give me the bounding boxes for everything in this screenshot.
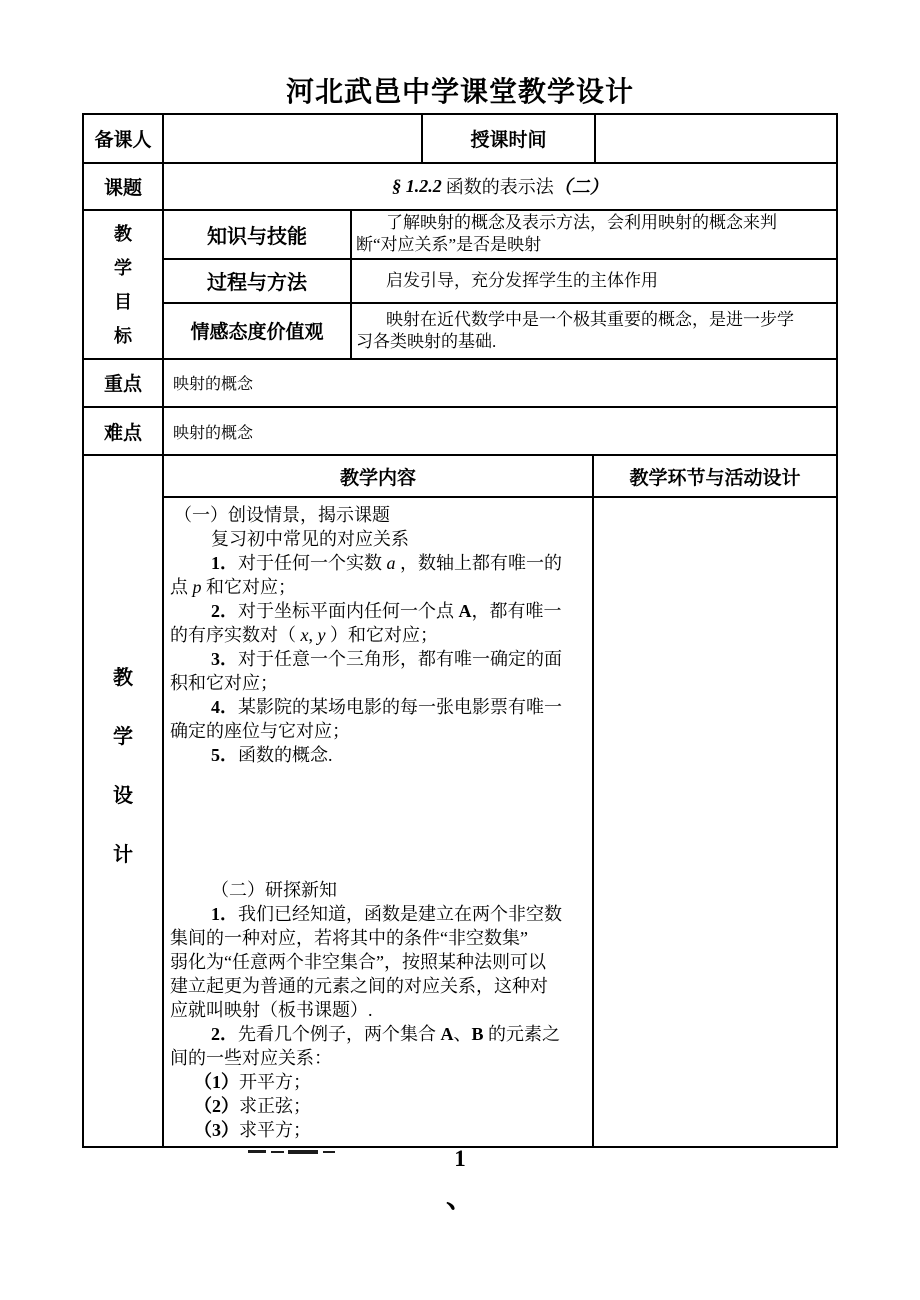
preparer-value-cell	[164, 115, 423, 162]
row-teaching-design	[84, 456, 836, 1146]
topic-course-title: 函数的表示法	[445, 177, 554, 198]
content-line: （一）创设情景，揭示课题	[174, 505, 390, 526]
content-line: 点 p 和它对应；	[170, 577, 296, 598]
preparer-label: 备课人	[84, 115, 164, 162]
content-line: 2．先看几个例子，两个集合 A、B 的元素之	[211, 1024, 561, 1045]
teaching-design-label-cell	[84, 456, 164, 1146]
teaching-goals-rows	[164, 211, 836, 358]
knowledge-skills-content: 了解映射的概念及表示方法，会利用映射的概念来判断“对应关系”是否是映射	[356, 213, 777, 255]
topic-label: 课题	[84, 164, 164, 209]
footer-comma-mark: 、	[445, 1183, 474, 1214]
teaching-content-cell	[164, 498, 594, 1146]
content-line: 2．对于坐标平面内任何一个点 A，都有唯一	[211, 601, 562, 622]
content-line: 复习初中常见的对应关系	[211, 529, 409, 550]
teaching-content-header: 教学内容	[164, 456, 594, 496]
design-content-row	[164, 498, 836, 1146]
content-line: 应就叫映射（板书课题）.	[170, 1000, 373, 1021]
emotion-attitude-label: 情感态度价值观	[164, 304, 352, 358]
content-line: 5．函数的概念.	[211, 745, 333, 766]
row-teaching-goals	[84, 211, 836, 360]
key-point-content: 映射的概念	[173, 376, 254, 394]
content-line: 建立起更为普通的元素之间的对应关系，这种对	[170, 976, 548, 997]
content-line: 4．某影院的某场电影的每一张电影票有唯一	[211, 697, 562, 718]
goal-row-knowledge	[164, 211, 836, 260]
content-line: 间的一些对应关系：	[170, 1048, 332, 1069]
topic-course-suffix: （二）	[553, 177, 608, 198]
row-preparer	[84, 115, 836, 164]
lesson-plan-table	[82, 113, 838, 1148]
activity-design-header: 教学环节与活动设计	[629, 467, 801, 489]
key-point-label: 重点	[84, 360, 164, 407]
topic-value	[164, 164, 836, 209]
topic-section-number: § 1.2.2	[392, 175, 442, 196]
teaching-goals-label	[84, 211, 164, 358]
teaching-design-main	[164, 456, 836, 1146]
difficult-point-content: 映射的概念	[173, 424, 254, 442]
content-line: 1．我们已经知道，函数是建立在两个非空数	[211, 904, 562, 925]
process-method-label: 过程与方法	[164, 260, 352, 302]
content-line: （二）研探新知	[211, 880, 337, 901]
content-line: 弱化为“任意两个非空集合”，按照某种法则可以	[170, 952, 546, 973]
content-line: （3）求平方；	[194, 1120, 311, 1141]
row-topic	[84, 164, 836, 211]
teaching-time-value-cell	[596, 115, 836, 162]
teaching-time-label: 授课时间	[423, 115, 596, 162]
content-line: 集间的一种对应，若将其中的条件“非空数集”	[170, 928, 528, 949]
teaching-design-vertical-label: 教 学 设 计	[113, 667, 133, 867]
content-line: （1）开平方；	[194, 1072, 311, 1093]
goal-row-process	[164, 260, 836, 304]
content-line: 1．对于任何一个实数 a ，数轴上都有唯一的	[211, 553, 562, 574]
content-line: 3．对于任意一个三角形，都有唯一确定的面	[211, 649, 562, 670]
design-header-row	[164, 456, 836, 498]
row-key-point	[84, 360, 836, 409]
knowledge-skills-label: 知识与技能	[164, 211, 352, 258]
teaching-goals-vertical-label: 教 学 目 标	[114, 224, 132, 347]
emotion-attitude-content: 映射在近代数学中是一个极其重要的概念，是进一步学习各类映射的基础.	[356, 309, 794, 351]
process-method-content: 启发引导，充分发挥学生的主体作用	[386, 270, 658, 290]
content-line: 积和它对应；	[170, 673, 278, 694]
activity-design-cell	[594, 498, 836, 1146]
page-number: 1	[454, 1146, 466, 1171]
goal-row-emotion	[164, 304, 836, 358]
content-line: 的有序实数对（ x, y ）和它对应；	[170, 625, 438, 646]
content-line: （2）求正弦；	[194, 1096, 311, 1117]
difficult-point-label: 难点	[84, 408, 164, 454]
document-title: 河北武邑中学课堂教学设计	[285, 76, 634, 107]
content-line: 确定的座位与它对应；	[170, 721, 350, 742]
row-difficult-point	[84, 408, 836, 456]
